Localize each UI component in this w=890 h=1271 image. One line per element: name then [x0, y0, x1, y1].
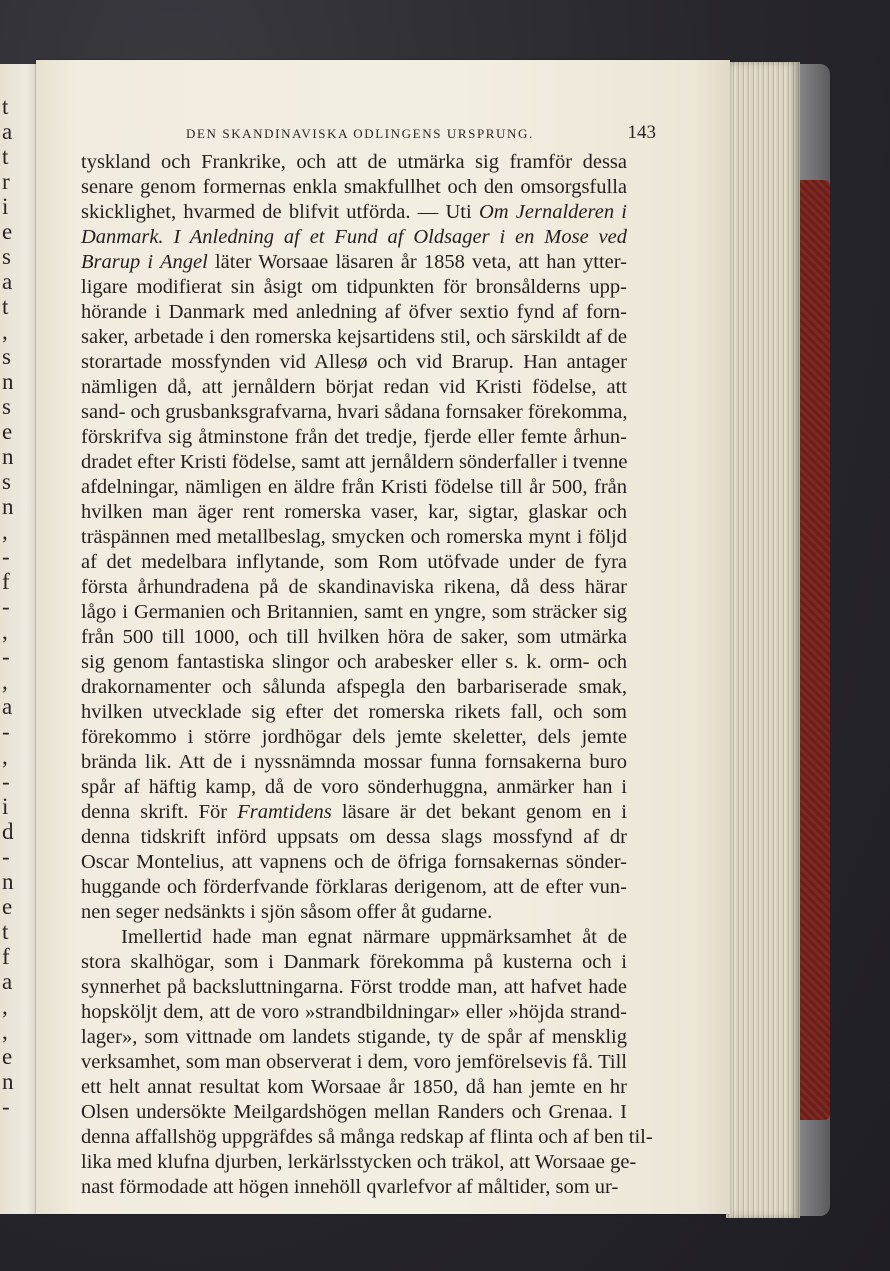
- text-line: [81, 450, 627, 475]
- text-segment: förskrifva sig åtminstone från det tredje, fjerde eller femte århun-: [81, 426, 627, 448]
- text-segment: dradet efter Kristi födelse, samt att jernåldern sönderfaller i tvenne: [81, 451, 628, 473]
- text-segment: nast förmodade att högen innehöll qvarlefvor af måltider, som ur-: [81, 1176, 619, 1198]
- text-segment: förekommo i större jordhögar dels jemte skeletter, dels jemte: [81, 726, 627, 748]
- text-line: [81, 275, 627, 300]
- facing-page-char: e: [2, 1044, 13, 1069]
- text-line: [81, 875, 627, 900]
- facing-page-char: n: [2, 1069, 14, 1094]
- facing-page-char: e: [2, 219, 13, 244]
- facing-page-char: -: [2, 844, 10, 869]
- text-segment: saker, arbetade i den romerska kejsartidens stil, och särskildt af de: [81, 326, 627, 348]
- facing-page-char: f: [2, 569, 10, 594]
- text-segment: träspännen med metallbeslag, smycken och romerska mynt i följd: [81, 526, 627, 548]
- text-segment: Olsen undersökte Meilgardshögen mellan Randers och Grenaa. I: [81, 1101, 627, 1123]
- text-segment: verksamhet, som man observerat i dem, voro jemförelsevis få. Till: [81, 1051, 627, 1073]
- text-segment: ligare modifierat sin åsigt om tidpunkten för bronsålderns upp-: [81, 276, 627, 298]
- facing-page-char: ,: [2, 669, 8, 694]
- facing-page-edge: [0, 64, 38, 1214]
- text-line: [81, 850, 627, 875]
- text-segment: storartade mossfynden vid Allesø och vid Brarup. Han antager: [81, 351, 627, 373]
- page-edges: [726, 62, 800, 1218]
- running-head: DEN SKANDINAVISKA ODLINGENS URSPRUNG.: [186, 126, 534, 141]
- text-line: [81, 1075, 627, 1100]
- facing-page-char: a: [2, 119, 13, 144]
- facing-page-char: e: [2, 419, 13, 444]
- facing-page-char: n: [2, 494, 14, 519]
- text-segment: lågo i Germanien och Britannien, samt en yngre, som sträcker sig: [81, 601, 627, 623]
- text-segment: sand- och grusbanksgrafvarna, hvari sådana fornsaker förekomma,: [81, 401, 628, 423]
- text-segment: läsare är det bekant genom en i: [331, 801, 628, 823]
- text-line: [81, 200, 627, 225]
- text-line: [81, 550, 627, 575]
- text-segment: huggande och förderfvande förklaras derigenom, att de efter vun-: [81, 876, 627, 898]
- facing-page-char: ,: [2, 994, 8, 1019]
- facing-page-char: d: [2, 819, 14, 844]
- text-line: [81, 1175, 627, 1200]
- text-segment: af det medelbara inflytande, som Rom utöfvade under de fyra: [81, 551, 627, 573]
- text-line: [81, 700, 627, 725]
- text-line: [81, 775, 627, 800]
- text-line: [81, 600, 627, 625]
- page-number: 143: [627, 122, 656, 143]
- facing-page-char: ,: [2, 319, 8, 344]
- facing-page-char: s: [2, 469, 11, 494]
- text-line: [81, 475, 627, 500]
- text-line: [81, 750, 627, 775]
- text-segment: hvilken utvecklade sig efter det romerska rikets fall, och som: [81, 701, 627, 723]
- text-segment: [164, 226, 174, 248]
- facing-page-char: ,: [2, 744, 8, 769]
- text-segment: senare genom formernas enkla smakfullhet och den omsorgsfulla: [81, 176, 627, 198]
- facing-page-char: r: [2, 169, 10, 194]
- facing-page-char: e: [2, 894, 13, 919]
- text-line: [81, 725, 627, 750]
- text-segment: skicklighet, hvarmed de blifvit utförda. — Uti: [81, 201, 479, 223]
- facing-page-char: -: [2, 769, 10, 794]
- text-line: [81, 425, 627, 450]
- text-line: [81, 900, 627, 925]
- facing-page-char: t: [2, 94, 9, 119]
- facing-page-char: -: [2, 594, 10, 619]
- cover-leather: [800, 180, 830, 1120]
- text-line: [81, 975, 627, 1000]
- text-segment: hvilken man äger rent romerska vaser, kar, sigtar, glaskar och: [81, 501, 627, 523]
- text-line: [81, 675, 627, 700]
- italic-text: Framtidens: [237, 801, 332, 823]
- facing-page-char: t: [2, 919, 9, 944]
- italic-text: Danmark.: [81, 226, 164, 248]
- text-segment: tyskland och Frankrike, och att de utmärka sig framför dessa: [81, 151, 627, 173]
- text-segment: sig genom fantastiska slingor och arabesker eller s. k. orm- och: [81, 651, 627, 673]
- text-line: [81, 500, 627, 525]
- text-line: [81, 800, 627, 825]
- facing-page-char: ,: [2, 1019, 8, 1044]
- facing-page-char: s: [2, 244, 11, 269]
- italic-text: Om Jernalderen i: [478, 201, 628, 223]
- text-segment: stora skalhögar, som i Danmark förekomma på kusterna och i: [81, 951, 627, 973]
- text-segment: denna tidskrift införd uppsats om dessa slags mossfynd af dr: [81, 826, 627, 848]
- facing-page-char: a: [2, 969, 13, 994]
- text-line: [81, 325, 627, 350]
- text-segment: brända lik. Att de i nyssnämnda mossar funna fornsakerna buro: [81, 751, 627, 773]
- facing-page-char: n: [2, 444, 14, 469]
- text-segment: från 500 till 1000, och till hvilken höra de saker, som utmärka: [81, 626, 627, 648]
- facing-page-char: n: [2, 869, 14, 894]
- text-segment: nen seger nedsänkts i sjön såsom offer åt gudarne.: [81, 901, 493, 923]
- text-segment: nämligen då, att jernåldern börjat redan vid Kristi födelse, att: [81, 376, 627, 398]
- text-segment: lager», som vittnade om landets stigande, ty de spår af mensklig: [81, 1026, 627, 1048]
- text-segment: Imellertid hade man egnat närmare uppmärksamhet åt de: [121, 926, 627, 948]
- text-segment: ett helt annat resultat kom Worsaae år 1850, då han jemte en hr: [81, 1076, 627, 1098]
- book-page: [36, 60, 730, 1214]
- facing-page-char: -: [2, 719, 10, 744]
- text-line: [81, 250, 627, 275]
- text-segment: hörande i Danmark med anledning af öfver sextio fynd af forn-: [81, 301, 627, 323]
- text-line: [81, 225, 627, 250]
- text-segment: synnerhet på backsluttningarna. Först trodde man, att hafvet hade: [81, 976, 627, 998]
- text-segment: denna affallshög uppgräfdes så många redskap af flinta och af ben til-: [81, 1126, 653, 1148]
- facing-page-char: -: [2, 544, 10, 569]
- facing-page-char: -: [2, 644, 10, 669]
- text-line: [81, 650, 627, 675]
- text-line: [81, 1100, 627, 1125]
- facing-page-char: n: [2, 369, 14, 394]
- text-segment: första århundradena på de skandinaviska rikena, då dess härar: [81, 576, 627, 598]
- body-text: [81, 150, 653, 1200]
- facing-page-char: ,: [2, 519, 8, 544]
- italic-text: I Anledning af et Fund af Oldsager i en Mose ved: [173, 226, 627, 248]
- text-line: [81, 1025, 627, 1050]
- text-line: [81, 1000, 627, 1025]
- page-header: [186, 122, 656, 148]
- text-segment: spår af häftig kamp, då de voro sönderhuggna, anmärker han i: [81, 776, 627, 798]
- text-segment: lika med klufna djurben, lerkärlsstycken och träkol, att Worsaae ge-: [81, 1151, 637, 1173]
- text-line: [81, 1150, 637, 1175]
- text-segment: afdelningar, nämligen en äldre från Kristi födelse till år 500, från: [81, 476, 627, 498]
- text-segment: läter Worsaae läsaren år 1858 veta, att han ytter-: [207, 251, 627, 273]
- text-line: [81, 350, 627, 375]
- facing-page-char: i: [2, 194, 9, 219]
- facing-page-char: a: [2, 269, 13, 294]
- facing-page-char: t: [2, 144, 9, 169]
- facing-page-char: ,: [2, 619, 8, 644]
- text-line: [81, 175, 627, 200]
- text-segment: hopsköljt dem, att de voro »strandbildningar» eller »höjda strand-: [81, 1001, 627, 1023]
- text-segment: drakornamenter och sålunda afspegla den barbariserade smak,: [81, 676, 627, 698]
- text-line: [81, 825, 627, 850]
- facing-page-char: s: [2, 344, 11, 369]
- facing-page-char: f: [2, 944, 10, 969]
- text-line: [81, 400, 627, 425]
- facing-page-char: a: [2, 694, 13, 719]
- text-line: [81, 375, 627, 400]
- facing-page-char: t: [2, 294, 9, 319]
- italic-text: Brarup i Angel: [81, 251, 208, 273]
- text-line: [81, 150, 627, 175]
- text-line: [81, 925, 627, 950]
- text-line: [81, 300, 627, 325]
- text-line: [81, 1125, 653, 1150]
- facing-page-char: s: [2, 394, 11, 419]
- text-line: [81, 625, 627, 650]
- text-line: [81, 950, 627, 975]
- text-line: [81, 1050, 627, 1075]
- text-line: [81, 575, 627, 600]
- facing-page-char: -: [2, 1094, 10, 1119]
- facing-page-char: i: [2, 794, 9, 819]
- text-segment: Oscar Montelius, att vapnens och de öfriga fornsakernas sönder-: [81, 851, 627, 873]
- text-segment: denna skrift. För: [81, 801, 238, 823]
- text-line: [81, 525, 627, 550]
